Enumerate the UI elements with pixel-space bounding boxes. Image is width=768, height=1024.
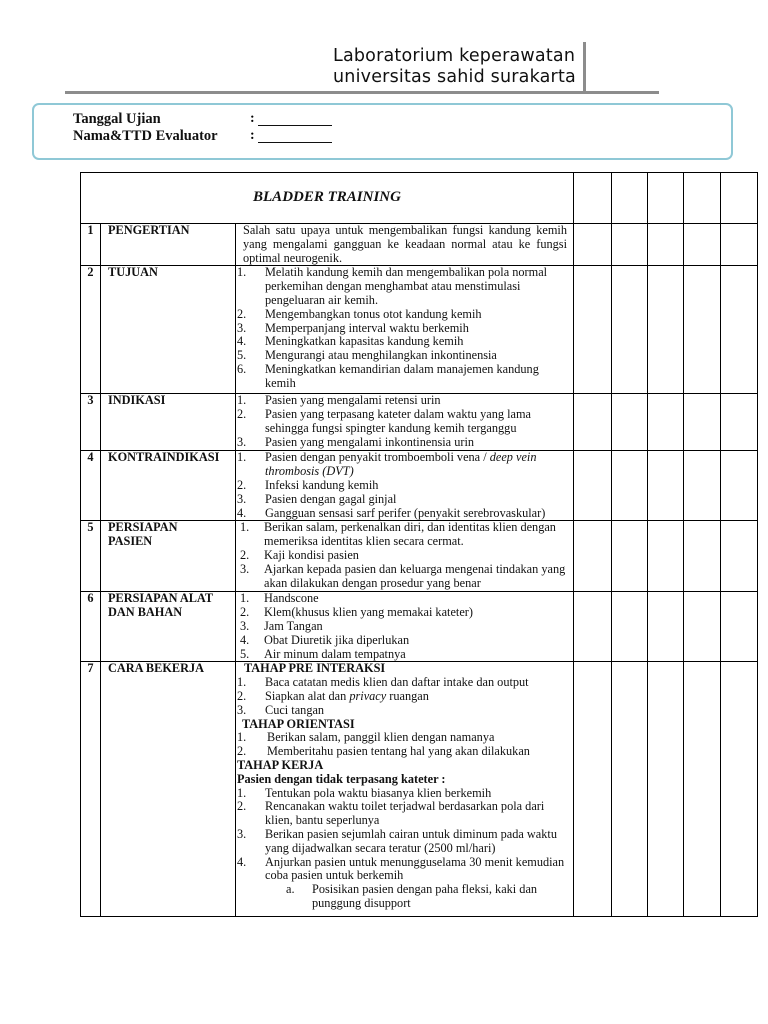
- score-cell[interactable]: [721, 173, 758, 224]
- score-cell[interactable]: [721, 394, 758, 451]
- list-item: 2. Pasien yang terpasang kateter dalam waktu yang lama sehingga fungsi spingter kandung kemih terganggu: [237, 407, 531, 435]
- score-cell[interactable]: [648, 521, 684, 592]
- score-cell[interactable]: [648, 173, 684, 224]
- list-item: 1. Baca catatan medis klien dan daftar intake dan output: [237, 675, 529, 690]
- list-item: 3. Ajarkan kepada pasien dan keluarga mengenai tindakan yang akan dilakukan dengan prosedur yang benar: [240, 561, 566, 590]
- score-cell[interactable]: [684, 662, 721, 917]
- evaluator-colon: :: [250, 128, 255, 143]
- list-item: 3. Pasien yang mengalami inkontinensia urin: [237, 434, 475, 449]
- list-item: 1. Pasien yang mengalami retensi urin: [237, 393, 441, 408]
- table-row: [81, 224, 758, 266]
- score-cell[interactable]: [612, 521, 648, 592]
- score-cell[interactable]: [574, 173, 612, 224]
- list-item: 4. Gangguan sensasi sarf perifer (penyakit serebrovaskular): [237, 505, 546, 520]
- exam-date-field[interactable]: [258, 125, 332, 126]
- row-content: [236, 592, 574, 662]
- row-label: PENGERTIAN: [101, 224, 236, 266]
- score-cell[interactable]: [648, 662, 684, 917]
- list-item: 1. Handscone: [240, 591, 319, 606]
- exam-date-label: Tanggal Ujian: [73, 111, 161, 127]
- score-cell[interactable]: [648, 224, 684, 266]
- score-cell[interactable]: [612, 266, 648, 394]
- header-horizontal-rule: [65, 91, 659, 94]
- score-cell[interactable]: [574, 521, 612, 592]
- score-cell[interactable]: [574, 451, 612, 521]
- score-cell[interactable]: [684, 173, 721, 224]
- header-vertical-rule: [583, 42, 586, 92]
- list-item: 3. Berikan pasien sejumlah cairan untuk diminum pada waktu yang dijadwalkan secara teratur (2500 ml/hari): [237, 826, 557, 855]
- score-cell[interactable]: [684, 224, 721, 266]
- row-content: [236, 662, 574, 917]
- table-row: [81, 451, 758, 521]
- evaluator-field[interactable]: [258, 142, 332, 143]
- row-content: [236, 224, 574, 266]
- score-cell[interactable]: [721, 662, 758, 917]
- score-cell[interactable]: [721, 224, 758, 266]
- list-item: 1. Berikan salam, panggil klien dengan namanya: [237, 730, 495, 745]
- row-label: KONTRAINDIKASI: [101, 451, 236, 521]
- table-row: [81, 394, 758, 451]
- list-item: 4. Obat Diuretik jika diperlukan: [240, 632, 410, 647]
- work-stage-heading: TAHAP KERJA: [237, 757, 324, 772]
- score-cell[interactable]: [648, 451, 684, 521]
- list-item: 2. Klem(khusus klien yang memakai kateter): [240, 605, 473, 620]
- list-item: 6. Meningkatkan kemandirian dalam manajemen kandung kemih: [237, 361, 539, 390]
- row-number: 1: [81, 224, 101, 266]
- table-row: [81, 662, 758, 917]
- score-cell[interactable]: [612, 662, 648, 917]
- list-item: 1. Melatih kandung kemih dan mengembalikan pola normal perkemihan dengan menghambat atau menstimulasi pengeluaran air kemih.: [237, 265, 548, 307]
- table-title-row: [81, 173, 758, 224]
- row-number: 2: [81, 266, 101, 394]
- table-row: [81, 266, 758, 394]
- list-item: 5. Air minum dalam tempatnya: [240, 646, 406, 661]
- score-cell[interactable]: [648, 266, 684, 394]
- orientation-heading: TAHAP ORIENTASI: [242, 716, 355, 731]
- score-cell[interactable]: [574, 592, 612, 662]
- table-title: BLADDER TRAINING: [81, 173, 574, 224]
- score-cell[interactable]: [612, 224, 648, 266]
- score-cell[interactable]: [684, 451, 721, 521]
- score-cell[interactable]: [612, 173, 648, 224]
- score-cell[interactable]: [684, 394, 721, 451]
- exam-date-colon: :: [250, 111, 255, 126]
- list-item: 5. Mengurangi atau menghilangkan inkontinensia: [237, 348, 497, 363]
- score-cell[interactable]: [684, 521, 721, 592]
- row-number: 4: [81, 451, 101, 521]
- row-content: [236, 451, 574, 521]
- row-label: INDIKASI: [101, 394, 236, 451]
- list-item: 3. Memperpanjang interval waktu berkemih: [237, 320, 469, 335]
- score-cell[interactable]: [721, 266, 758, 394]
- bladder-training-table: [80, 172, 758, 917]
- score-cell[interactable]: [574, 266, 612, 394]
- score-cell[interactable]: [612, 451, 648, 521]
- work-stage-subheading: Pasien dengan tidak terpasang kateter :: [237, 771, 446, 786]
- table-row: [81, 592, 758, 662]
- table-row: [81, 521, 758, 592]
- row-content: [236, 521, 574, 592]
- list-item: 1. Berikan salam, perkenalkan diri, dan identitas klien dengan memeriksa identitas klien secara cermat.: [240, 520, 556, 549]
- row-number: 7: [81, 662, 101, 917]
- row-content: [236, 266, 574, 394]
- score-cell[interactable]: [721, 592, 758, 662]
- lab-name-line1: Laboratorium keperawatan: [333, 46, 576, 66]
- row-label: TUJUAN: [101, 266, 236, 394]
- score-cell[interactable]: [684, 592, 721, 662]
- score-cell[interactable]: [721, 521, 758, 592]
- list-item: 3. Cuci tangan: [237, 702, 325, 717]
- evaluator-label: Nama&TTD Evaluator: [73, 128, 218, 144]
- list-item: 3. Pasien dengan gagal ginjal: [237, 491, 397, 506]
- score-cell[interactable]: [684, 266, 721, 394]
- row-label: PERSIAPAN ALAT DAN BAHAN: [101, 592, 236, 662]
- score-cell[interactable]: [612, 592, 648, 662]
- list-item: 2. Siapkan alat dan privacy ruangan: [237, 688, 429, 703]
- row-number: 3: [81, 394, 101, 451]
- list-item: 1. Pasien dengan penyakit tromboemboli vena / deep vein thrombosis (DVT): [237, 450, 537, 479]
- list-item: 1. Tentukan pola waktu biasanya klien berkemih: [237, 785, 492, 800]
- row-label: PERSIAPAN PASIEN: [101, 521, 236, 592]
- score-cell[interactable]: [648, 394, 684, 451]
- lab-name-line2: universitas sahid surakarta: [333, 67, 576, 87]
- score-cell[interactable]: [574, 394, 612, 451]
- list-item: 2. Kaji kondisi pasien: [240, 547, 359, 562]
- list-item: 4. Meningkatkan kapasitas kandung kemih: [237, 334, 464, 349]
- lab-header: [333, 46, 576, 88]
- score-cell[interactable]: [574, 224, 612, 266]
- row-content: [236, 394, 574, 451]
- row-number: 5: [81, 521, 101, 592]
- score-cell[interactable]: [721, 451, 758, 521]
- sub-list-item: a. Posisikan pasien dengan paha fleksi, kaki dan punggung disupport: [286, 882, 538, 910]
- list-item: 3. Jam Tangan: [240, 618, 323, 633]
- list-item: 2. Rencanakan waktu toilet terjadwal berdasarkan pola dari klien, bantu seperlunya: [237, 799, 545, 828]
- row-label: CARA BEKERJA: [101, 662, 236, 917]
- score-cell[interactable]: [612, 394, 648, 451]
- score-cell[interactable]: [574, 662, 612, 917]
- list-item: 2. Infeksi kandung kemih: [237, 477, 379, 492]
- row-number: 6: [81, 592, 101, 662]
- list-item: 2. Memberitahu pasien tentang hal yang akan dilakukan: [237, 744, 530, 759]
- pre-interaction-heading: TAHAP PRE INTERAKSI: [244, 661, 386, 676]
- list-item: 2. Mengembangkan tonus otot kandung kemih: [237, 306, 482, 321]
- list-item: 4. Anjurkan pasien untuk menungguselama 30 menit kemudian coba pasien untuk berkemih: [237, 854, 565, 883]
- score-cell[interactable]: [648, 592, 684, 662]
- definition-text: Salah satu upaya untuk mengembalikan fungsi kandung kemih yang mengalami gangguan ke keadaan normal atau ke fungsi optimal neurogenik.: [243, 223, 567, 265]
